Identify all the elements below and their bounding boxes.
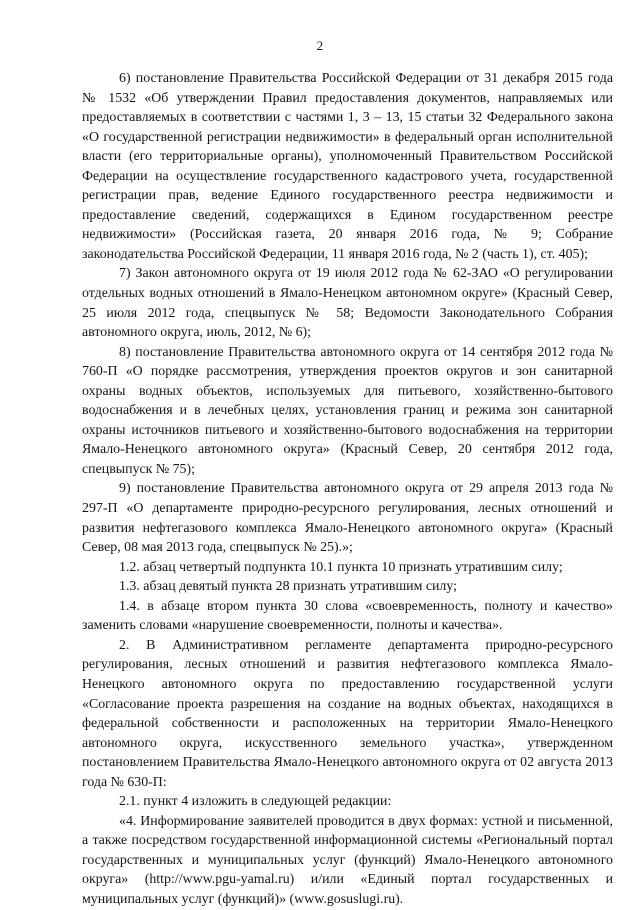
paragraph-2: 2. В Административном регламенте департамента природно-ресурсного регулирования, лесных отношений и развития нефтегазового комплекса Ямало-Ненецкого автономного округа по предоставлению государственной услуги «Согласование проекта разрешения на создание на водных объектах, находящихся в федеральной собственности и расположенных на территории Ямало-Ненецкого автономного округа, искусственного земельного участка», утвержденном постановлением Правительства Ямало-Ненецкого автономного округа от 02 августа 2013 года № 630-П: [82, 637, 613, 790]
paragraph-item-6: 6) постановление Правительства Российской Федерации от 31 декабря 2015 года № 1532 «Об утверждении Правил предоставления документов, направляемых или предоставляемых в соответствии с частями 1, 3 – 13, 15 статьи 32 Федерального закона «О государственной регистрации недвижимости» в федеральный орган исполнительной власти (его территориальные органы), уполномоченный Правительством Российской Федерации на осуществление государственного кадастрового учета, государственной регистрации прав, ведение Единого государственного реестра недвижимости и предоставление сведений, содержащихся в Едином государственном реестре недвижимости» (Российская газета, 20 января 2016 года, № 9; Собрание законодательства Российской Федерации, 11 января 2016 года, № 2 (часть 1), ст. 405); [82, 71, 613, 262]
document-body [82, 69, 613, 910]
paragraph-1-2: 1.2. абзац четвертый подпункта 10.1 пункта 10 признать утратившим силу; [119, 559, 563, 575]
paragraph-item-8: 8) постановление Правительства автономного округа от 14 сентября 2012 года № 760-П «О порядке рассмотрения, утверждения проектов округов и зон санитарной охраны водных объектов, используемых для питьевого, хозяйственно-бытового водоснабжения и в лечебных целях, установления границ и режима зон санитарной охраны источников питьевого и хозяйственно-бытового водоснабжения на территории Ямало-Ненецкого автономного округа» (Красный Север, 20 сентября 2012 года, спецвыпуск № 75); [82, 344, 613, 477]
paragraph-1-3: 1.3. абзац девятый пункта 28 признать утратившим силу; [119, 579, 457, 595]
paragraph-item-7: 7) Закон автономного округа от 19 июля 2012 года № 62-ЗАО «О регулировании отдельных водных отношений в Ямало-Ненецком автономном округе» (Красный Север, 25 июля 2012 года, спецвыпуск № 58; Ведомости Законодательного Собрания автономного округа, июль, 2012, № 6); [82, 266, 613, 341]
paragraph-2-1: 2.1. пункт 4 изложить в следующей редакции: [119, 794, 392, 810]
paragraph-item-9: 9) постановление Правительства автономного округа от 29 апреля 2013 года № 297-П «О департаменте природно-ресурсного регулирования, лесных отношений и развития нефтегазового комплекса Ямало-Ненецкого автономного округа» (Красный Север, 08 мая 2013 года, спецвыпуск № 25).»; [82, 481, 613, 556]
page-number: 2 [316, 38, 324, 53]
paragraph-1-4: 1.4. в абзаце втором пункта 30 слова «своевременность, полноту и качество» заменить словами «нарушение своевременности, полноты и качества». [82, 598, 613, 634]
paragraph-quoted-item-4: «4. Информирование заявителей проводится в двух формах: устной и письменной, а также посредством государственной информационной системы «Региональный портал государственных и муниципальных услуг (функций) Ямало-Ненецкого автономного округа» (http://www.pgu-yamal.ru) и/или «Единый портал государственных и муниципальных услуг (функций)» (www.gosuslugi.ru). [82, 813, 613, 907]
